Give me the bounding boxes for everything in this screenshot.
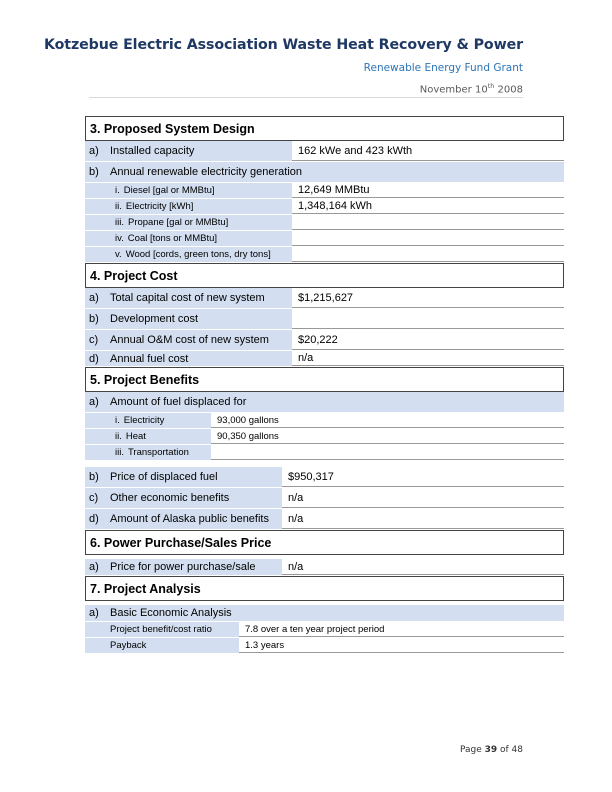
document-date: November 10th 2008 xyxy=(419,82,523,96)
row-displaced-heat: ii. Heat 90,350 gallons xyxy=(85,429,564,445)
header-divider xyxy=(89,97,523,98)
row-power-price: a) Price for power purchase/sale n/a xyxy=(85,559,564,576)
section-5-heading: 5. Project Benefits xyxy=(85,367,564,392)
row-electricity: ii. Electricity [kWh] 1,348,164 kWh xyxy=(85,199,564,215)
form-table xyxy=(85,116,564,654)
row-installed-capacity: a) Installed capacity 162 kWe and 423 kWth xyxy=(85,141,564,162)
row-annual-om-cost: c) Annual O&M cost of new system $20,222 xyxy=(85,330,564,351)
row-wood: v. Wood [cords, green tons, dry tons] xyxy=(85,247,564,263)
section-4-heading: 4. Project Cost xyxy=(85,263,564,288)
row-displaced-electricity: i. Electricity 93,000 gallons xyxy=(85,413,564,429)
row-annual-generation: b) Annual renewable electricity generation xyxy=(85,162,564,183)
row-payback: Payback 1.3 years xyxy=(85,638,564,654)
section-6-heading: 6. Power Purchase/Sales Price xyxy=(85,530,564,555)
row-public-benefits: d) Amount of Alaska public benefits n/a xyxy=(85,509,564,530)
document-subtitle: Renewable Energy Fund Grant xyxy=(363,62,523,74)
row-development-cost: b) Development cost xyxy=(85,309,564,330)
row-basic-analysis: a) Basic Economic Analysis xyxy=(85,605,564,622)
row-diesel: i. Diesel [gal or MMBtu] 12,649 MMBtu xyxy=(85,183,564,199)
row-other-benefits: c) Other economic benefits n/a xyxy=(85,488,564,509)
row-price-displaced-fuel: b) Price of displaced fuel $950,317 xyxy=(85,467,564,488)
page-number: Page 39 of 48 xyxy=(459,745,523,755)
document-title: Kotzebue Electric Association Waste Heat Recovery & Power xyxy=(44,37,523,53)
row-displaced-transportation: iii. Transportation xyxy=(85,445,564,461)
section-7-heading: 7. Project Analysis xyxy=(85,576,564,601)
row-annual-fuel-cost: d) Annual fuel cost n/a xyxy=(85,351,564,367)
row-propane: iii. Propane [gal or MMBtu] xyxy=(85,215,564,231)
row-coal: iv. Coal [tons or MMBtu] xyxy=(85,231,564,247)
installed-capacity-value: 162 kWe and 423 kWth xyxy=(292,141,564,161)
row-total-capital-cost: a) Total capital cost of new system $1,215,627 xyxy=(85,288,564,309)
section-3-heading: 3. Proposed System Design xyxy=(85,116,564,141)
row-benefit-cost-ratio: Project benefit/cost ratio 7.8 over a ten year project period xyxy=(85,622,564,638)
row-fuel-displaced: a) Amount of fuel displaced for xyxy=(85,392,564,413)
